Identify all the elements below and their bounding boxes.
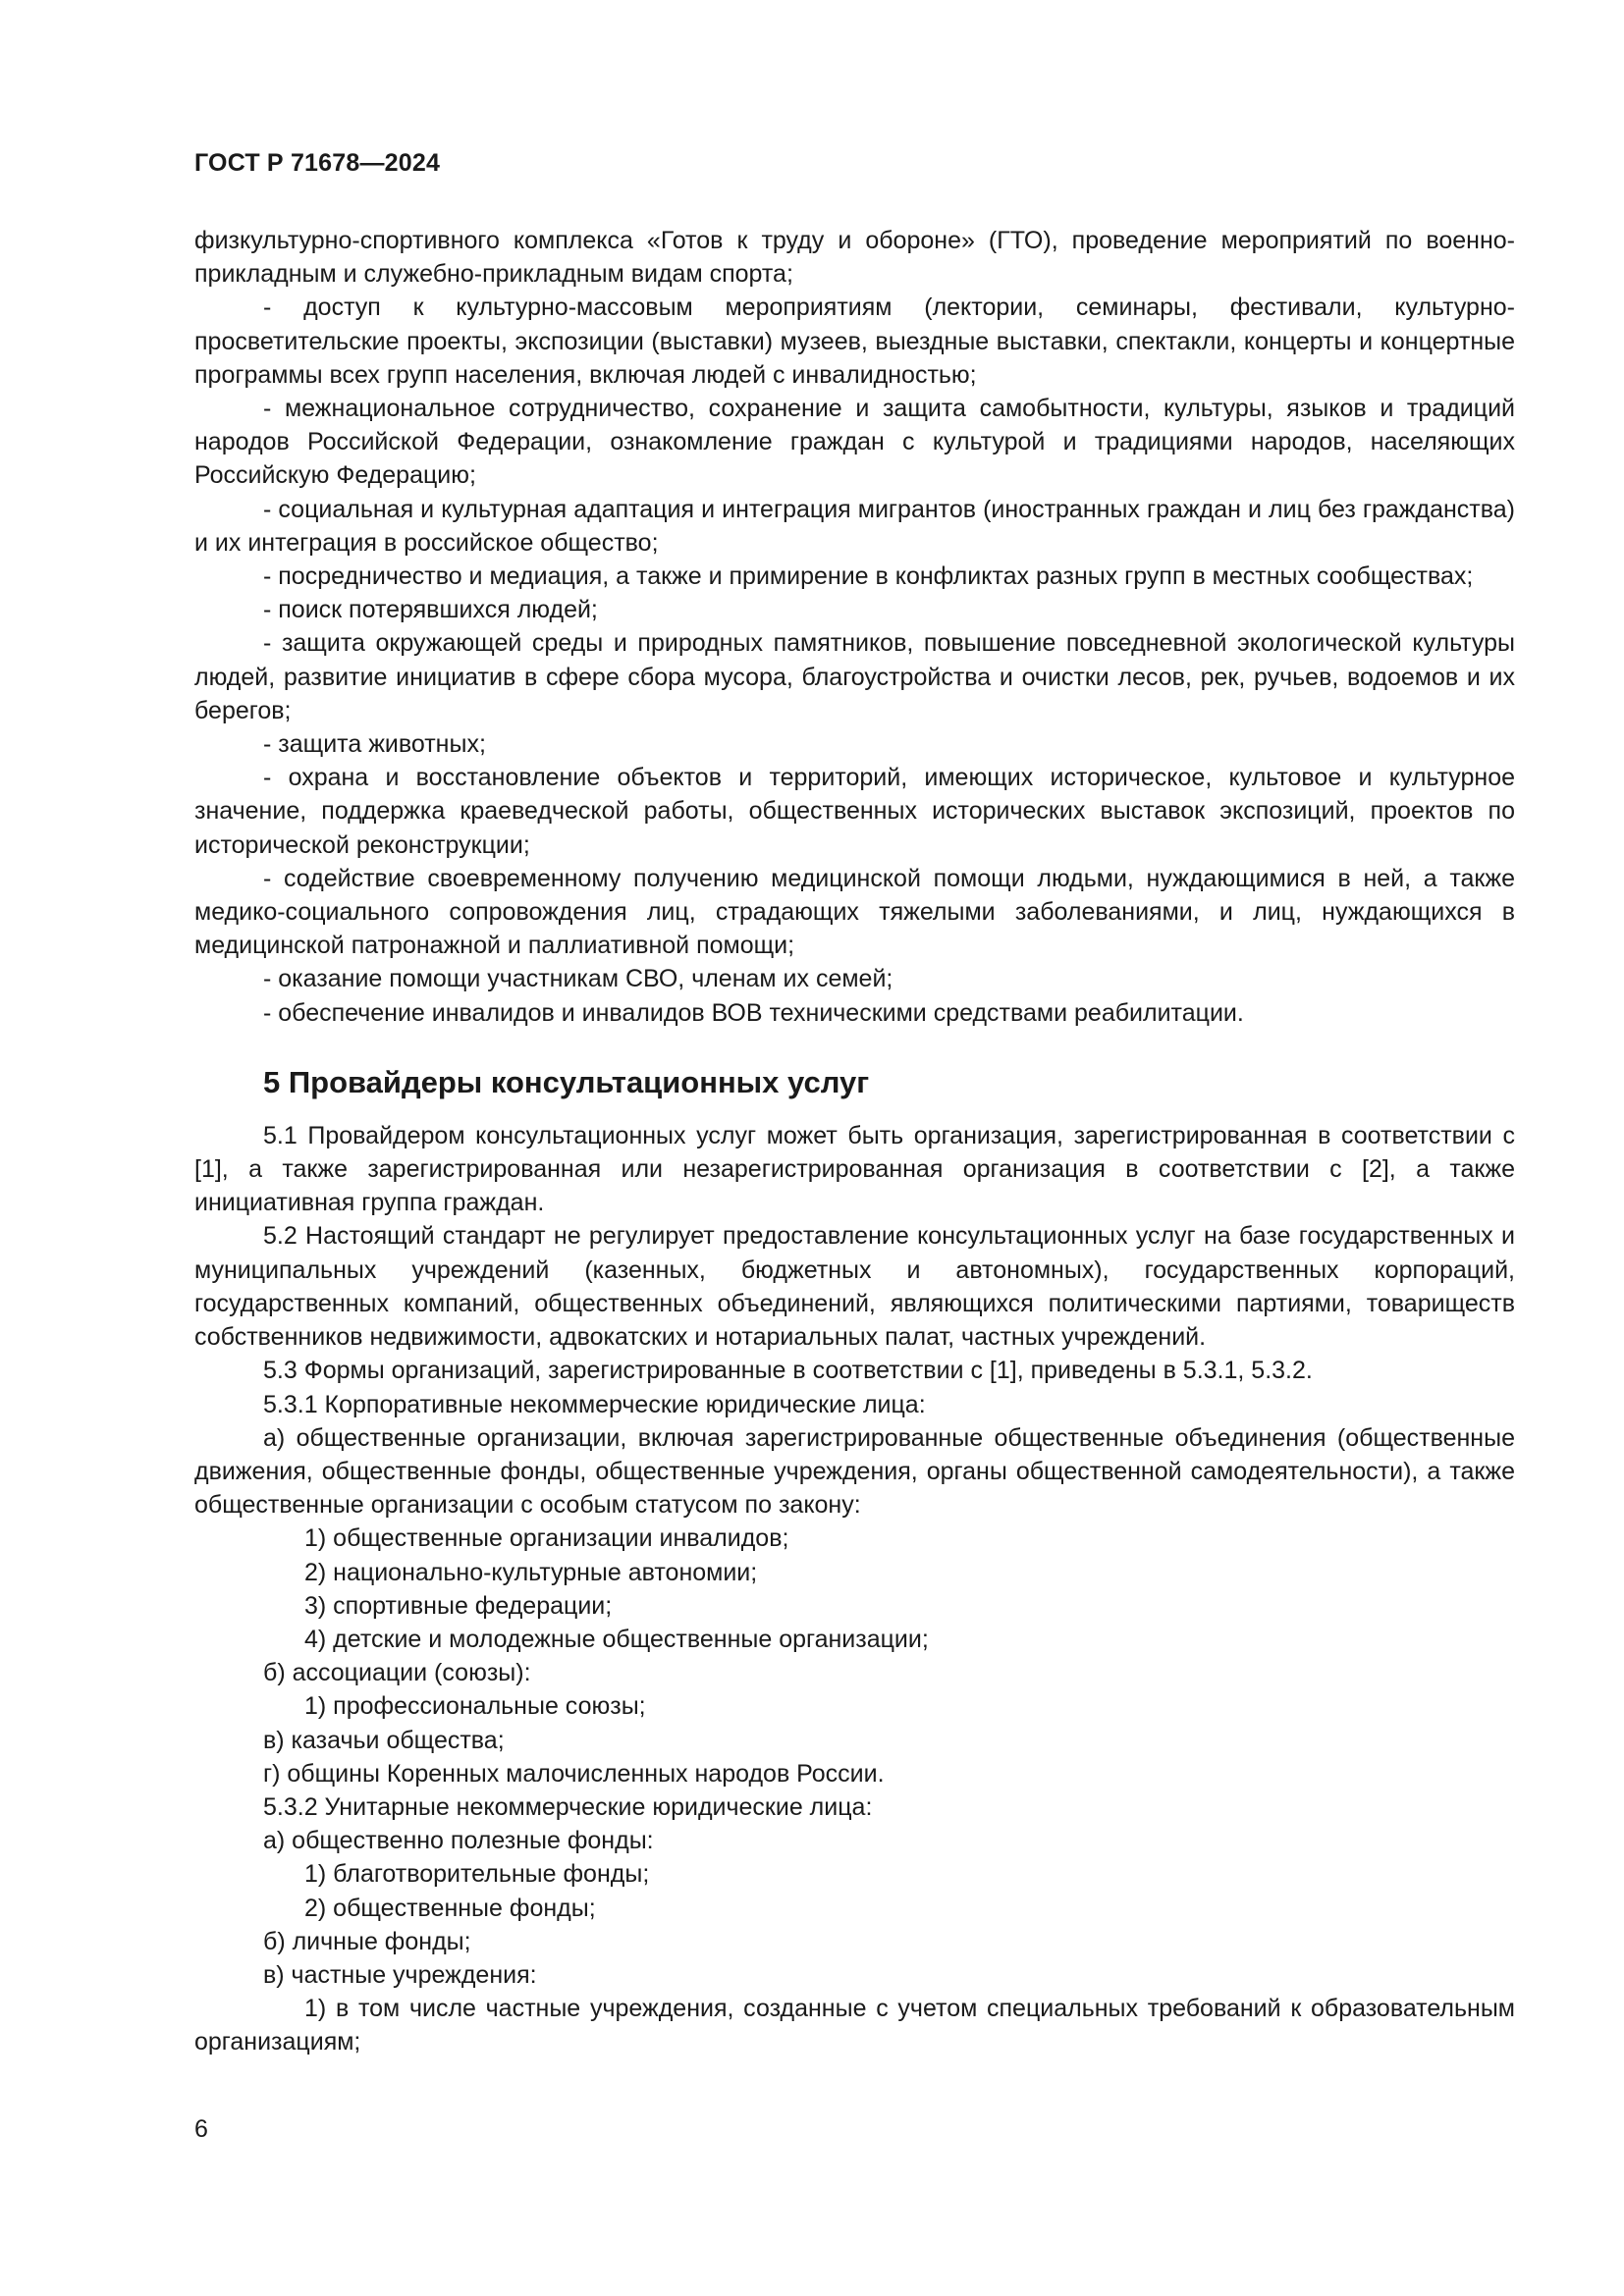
clause-5-3-2-b: б) личные фонды; [263,1927,471,1955]
page-number: 6 [194,2115,208,2143]
sub-item: 3) спортивные федерации; [304,1591,613,1620]
list-item: - защита животных; [263,730,486,759]
sub-item: 4) детские и молодежные общественные организации; [304,1625,929,1653]
list-item: - межнациональное сотрудничество, сохранение и защита самобытности, культуры, языков и традиций народов Российской Федерации, ознакомление граждан с культурой и традициями народов, населяющих Российскую Федерацию; [194,395,1515,490]
document-code: ГОСТ Р 71678—2024 [194,149,441,177]
section-heading: 5 Провайдеры консультационных услуг [263,1064,870,1099]
list-item: - оказание помощи участникам СВО, членам их семей; [263,965,893,993]
clause-5-1: 5.1 Провайдером консультационных услуг может быть организация, зарегистрированная в соответствии с [1], а также зарегистрированная или незарегистрированная организация в соответствии с [2], а также инициативная группа граждан. [194,1121,1515,1217]
clause-5-3-2-a: а) общественно полезные фонды: [263,1827,654,1855]
list-item: - содействие своевременному получению медицинской помощи людьми, нуждающимися в ней, а также медико-социального сопровождения лиц, страдающих тяжелыми заболеваниями, и лиц, нуждающихся в медицинской патронажной и паллиативной помощи; [194,864,1515,960]
list-item: - защита окружающей среды и природных памятников, повышение повседневной экологической культуры людей, развитие инициатив в сфере сбора мусора, благоустройства и очистки лесов, рек, ручьев, водоемов и их берегов; [194,629,1515,724]
sub-item: 2) национально-культурные автономии; [304,1558,758,1586]
list-item: - поиск потерявшихся людей; [263,596,598,624]
clause-5-3-1-b: б) ассоциации (союзы): [263,1659,531,1687]
sub-item: 1) общественные организации инвалидов; [304,1524,789,1553]
clause-5-2: 5.2 Настоящий стандарт не регулирует предоставление консультационных услуг на базе государственных и муниципальных учреждений (казенных, бюджетных и автономных), государственных корпораций, государственных компаний, общественных объединений, являющихся политическими партиями, товариществ собственников недвижимости, адвокатских и нотариальных палат, частных учреждений. [194,1222,1515,1352]
list-item: - доступ к культурно-массовым мероприятиям (лектории, семинары, фестивали, культурно-просветительские проекты, экспозиции (выставки) музеев, выездные выставки, спектакли, концерты и концертные программы всех групп населения, включая людей с инвалидностью; [194,294,1515,389]
clause-5-3-1-a: а) общественные организации, включая зарегистрированные общественные объединения (общественные движения, общественные фонды, общественные учреждения, органы общественной самодеятельности), а также общественные организации с особым статусом по закону: [194,1423,1515,1520]
list-item: - социальная и культурная адаптация и интеграция мигрантов (иностранных граждан и лиц без гражданства) и их интеграция в российское общество; [194,495,1515,557]
list-item: - посредничество и медиация, а также и примирение в конфликтах разных групп в местных сообществах; [263,562,1474,591]
list-item: - охрана и восстановление объектов и территорий, имеющих историческое, культовое и культурное значение, поддержка краеведческой работы, общественных исторических выставок экспозиций, проектов по исторической реконструкции; [194,764,1515,859]
clause-5-3-2: 5.3.2 Унитарные некоммерческие юридические лица: [263,1792,873,1821]
clause-5-3: 5.3 Формы организаций, зарегистрированные в соответствии с [1], приведены в 5.3.1, 5.3.2. [263,1357,1313,1385]
sub-item: 1) профессиональные союзы; [304,1692,646,1721]
sub-item: 1) благотворительные фонды; [304,1860,650,1889]
sub-item: 1) в том числе частные учреждения, созданные с учетом специальных требований к образовательным организациям; [194,1995,1515,2056]
clause-5-3-1: 5.3.1 Корпоративные некоммерческие юридические лица: [263,1390,926,1418]
sub-item: 2) общественные фонды; [304,1894,596,1922]
clause-5-3-1-v: в) казачьи общества; [263,1726,505,1754]
clause-5-3-2-v: в) частные учреждения: [263,1960,537,1989]
list-item: - обеспечение инвалидов и инвалидов ВОВ техническими средствами реабилитации. [263,998,1244,1027]
clause-5-3-1-g: г) общины Коренных малочисленных народов России. [263,1759,885,1788]
document-body [194,224,1515,2059]
paragraph-continuation: физкультурно-спортивного комплекса «Готов к труду и обороне» (ГТО), проведение мероприятий по военно-прикладным и служебно-прикладным видам спорта; [194,227,1515,289]
